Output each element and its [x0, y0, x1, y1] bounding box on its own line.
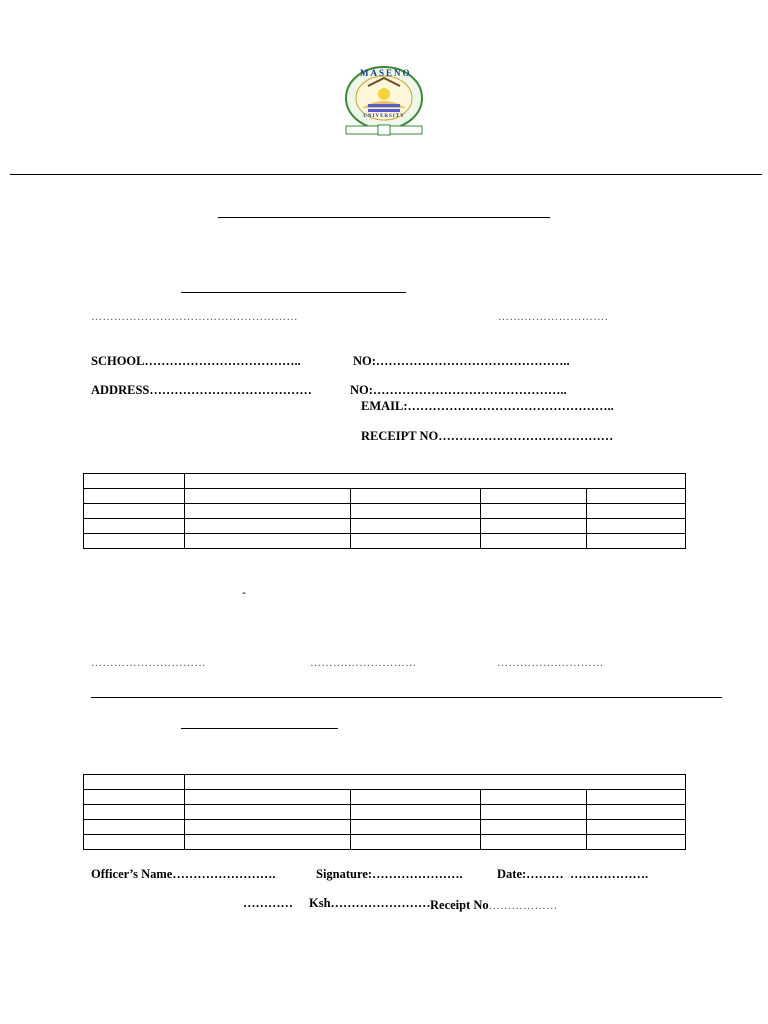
receipt-no-footer[interactable] — [430, 896, 558, 914]
table-cell[interactable] — [481, 504, 587, 519]
table-row — [84, 790, 686, 805]
table-cell[interactable] — [84, 519, 185, 534]
table-cell[interactable] — [481, 519, 587, 534]
table-cell[interactable] — [351, 835, 481, 850]
table-cell[interactable] — [351, 534, 481, 549]
table-cell[interactable] — [185, 504, 351, 519]
table-cell[interactable] — [481, 805, 587, 820]
table-cell[interactable] — [587, 805, 686, 820]
table-cell[interactable] — [185, 489, 351, 504]
receipt-no-dots: ……………… — [488, 900, 558, 912]
table-cell[interactable] — [587, 835, 686, 850]
table-cell[interactable] — [185, 805, 351, 820]
address-field[interactable]: ADDRESS………………………………… — [91, 383, 312, 397]
table-row — [84, 504, 686, 519]
table-cell[interactable] — [185, 519, 351, 534]
table-cell[interactable] — [185, 820, 351, 835]
title-underline — [218, 217, 550, 218]
table-cell[interactable] — [351, 805, 481, 820]
table-cell[interactable] — [587, 534, 686, 549]
leading-dots[interactable]: ………… — [243, 896, 293, 910]
date-field[interactable]: Date:……… — [497, 867, 564, 881]
table-cell[interactable] — [185, 474, 686, 489]
form-table-1 — [83, 473, 686, 549]
email-field[interactable]: EMAIL:………………………………………….. — [361, 399, 614, 413]
logo-title: MASENO — [360, 68, 412, 78]
table-cell[interactable] — [351, 489, 481, 504]
table-cell[interactable] — [481, 790, 587, 805]
university-logo — [338, 64, 430, 140]
table-cell[interactable] — [84, 775, 185, 790]
table-row — [84, 805, 686, 820]
table-cell[interactable] — [84, 805, 185, 820]
table-row — [84, 775, 686, 790]
table-cell[interactable] — [185, 790, 351, 805]
blank-line-2[interactable]: ……….……………… — [310, 657, 417, 669]
table-cell[interactable] — [185, 534, 351, 549]
table-cell[interactable] — [84, 790, 185, 805]
table-row — [84, 519, 686, 534]
table-cell[interactable] — [481, 534, 587, 549]
blank-line-left[interactable]: ……………………………………………… — [91, 311, 298, 323]
blank-line-1[interactable]: ………………………… — [91, 657, 206, 669]
table-cell[interactable] — [587, 489, 686, 504]
table-row — [84, 820, 686, 835]
section-divider — [91, 697, 722, 698]
date-dots[interactable]: ………………. — [570, 867, 649, 881]
table-cell[interactable] — [84, 534, 185, 549]
ksh-field[interactable]: Ksh…………………… — [309, 896, 431, 910]
blank-line-3[interactable]: …………….………… — [497, 657, 604, 669]
table-cell[interactable] — [587, 820, 686, 835]
table-cell[interactable] — [351, 504, 481, 519]
table-row — [84, 489, 686, 504]
table-cell[interactable] — [185, 775, 686, 790]
form-table-2 — [83, 774, 686, 850]
table-cell[interactable] — [351, 519, 481, 534]
logo-subtitle: UNIVERSITY — [363, 114, 405, 119]
blank-line-right[interactable]: …….…………………. — [498, 311, 608, 323]
table-cell[interactable] — [84, 820, 185, 835]
table-cell[interactable] — [84, 504, 185, 519]
table-cell[interactable] — [84, 835, 185, 850]
table-cell[interactable] — [84, 489, 185, 504]
table-cell[interactable] — [185, 835, 351, 850]
table-row — [84, 474, 686, 489]
signature-field[interactable]: Signature:…………………. — [316, 867, 463, 881]
header-divider — [10, 174, 762, 175]
table-cell[interactable] — [587, 504, 686, 519]
subtitle-underline — [181, 292, 406, 293]
table-cell[interactable] — [481, 489, 587, 504]
officer-name-field[interactable]: Officer’s Name……………………. — [91, 867, 276, 881]
school-field[interactable]: SCHOOL……………………………….. — [91, 354, 301, 368]
table-cell[interactable] — [351, 790, 481, 805]
section2-underline — [181, 728, 338, 729]
receipt-no-label: Receipt No — [430, 898, 489, 912]
table-cell[interactable] — [84, 474, 185, 489]
table-row — [84, 534, 686, 549]
table-cell[interactable] — [587, 790, 686, 805]
no-field-1[interactable]: NO:……………………………………….. — [353, 354, 570, 368]
table-cell[interactable] — [481, 820, 587, 835]
table-row — [84, 835, 686, 850]
table-cell[interactable] — [587, 519, 686, 534]
receipt-no-field[interactable]: RECEIPT NO…………………………………… — [361, 429, 614, 443]
dash-mark: - — [242, 585, 246, 599]
table-cell[interactable] — [351, 820, 481, 835]
table-cell[interactable] — [481, 835, 587, 850]
no-field-2[interactable]: NO:……………………………………….. — [350, 383, 567, 397]
